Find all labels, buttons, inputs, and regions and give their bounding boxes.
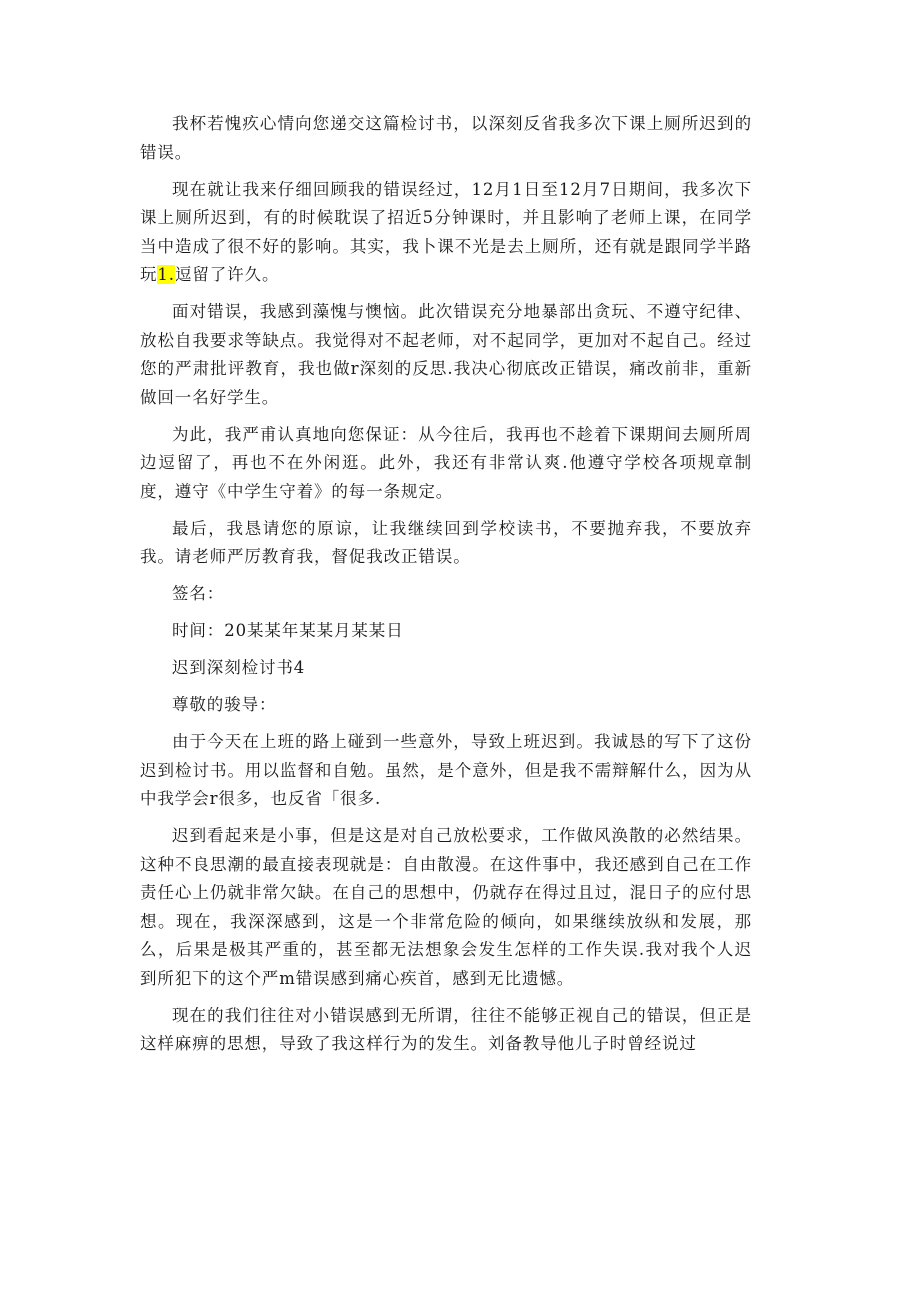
time-line: 时间：20某某年某某月某某日 [172, 621, 404, 640]
paragraph-5: 最后，我恳请您的原谅，让我继续回到学校读书，不要抛弃我，不要放弃我。请老师严厉教育我，督促我改正错误。 [140, 518, 752, 566]
signature-line: 签名： [172, 584, 225, 603]
paragraph-3: 面对错误，我感到藻愧与懊恼。此次错误充分地暴部出贪玩、不遵守纪律、放松自我要求等缺点。我觉得对不起老师，对不起同学，更加对不起自己。经过您的严肃批评教育，我也做r深刻的反思.我决心彻底改正错误，痛改前非，重新做回一名好学生。 [140, 302, 752, 407]
paragraph-8: 现在的我们往往对小错误感到无所谓，往往不能够正视自己的错误，但正是这样麻痹的思想，导致了我这样行为的发生。刘备教导他儿子时曾经说过 [140, 1005, 752, 1053]
salutation: 尊敬的骏导： [172, 695, 277, 714]
paragraph-6: 由于今天在上班的路上碰到一些意外，导致上班迟到。我诚恳的写下了这份迟到检讨书。用以监督和自勉。虽然，是个意外，但是我不需辩解什么，因为从中我学会r很多，也反省「很多. [140, 732, 752, 808]
paragraph-2-tail: 逗留了许久。 [174, 265, 280, 284]
section-heading: 迟到深刻检讨书4 [172, 658, 306, 677]
document-body [140, 110, 752, 1059]
paragraph-1: 我杯若愧疚心情向您递交这篇检讨书，以深刻反省我多次下课上厕所迟到的错误。 [140, 114, 752, 162]
highlighted-text: 1. [157, 265, 175, 284]
paragraph-2 [140, 176, 752, 290]
paragraph-2-text: 现在就让我来仔细回顾我的错误经过，12月1日至12月7日期间，我多次下课上厕所迟到，有的时候耽误了招近5分钟课时，并且影响了老师上课，在同学当中造成了很不好的影响。其实，我卜课不光是去上厕所，还有就是跟同学半路玩 [140, 179, 752, 284]
paragraph-7: 迟到看起来是小事，但是这是对自己放松要求，工作做风涣散的必然结果。这种不良思潮的最直接表现就是：自由散漫。在这件事中，我还感到自己在工作责任心上仍就非常欠缺。在自己的思想中，仍就存在得过且过，混日子的应付思想。现在，我深深感到，这是一个非常危险的倾向，如果继续放纵和发展，那么，后果是极其严重的，甚至都无法想象会发生怎样的工作失误.我对我个人迟到所犯下的这个严m错误感到痛心疾首，感到无比遗憾。 [140, 826, 752, 988]
paragraph-4: 为此，我严甫认真地向您保证：从今往后，我再也不趁着下课期间去厕所周边逗留了，再也不在外闲逛。此外，我还有非常认爽.他遵守学校各项规章制度，遵守《中学生守着》的每一条规定。 [140, 424, 752, 501]
